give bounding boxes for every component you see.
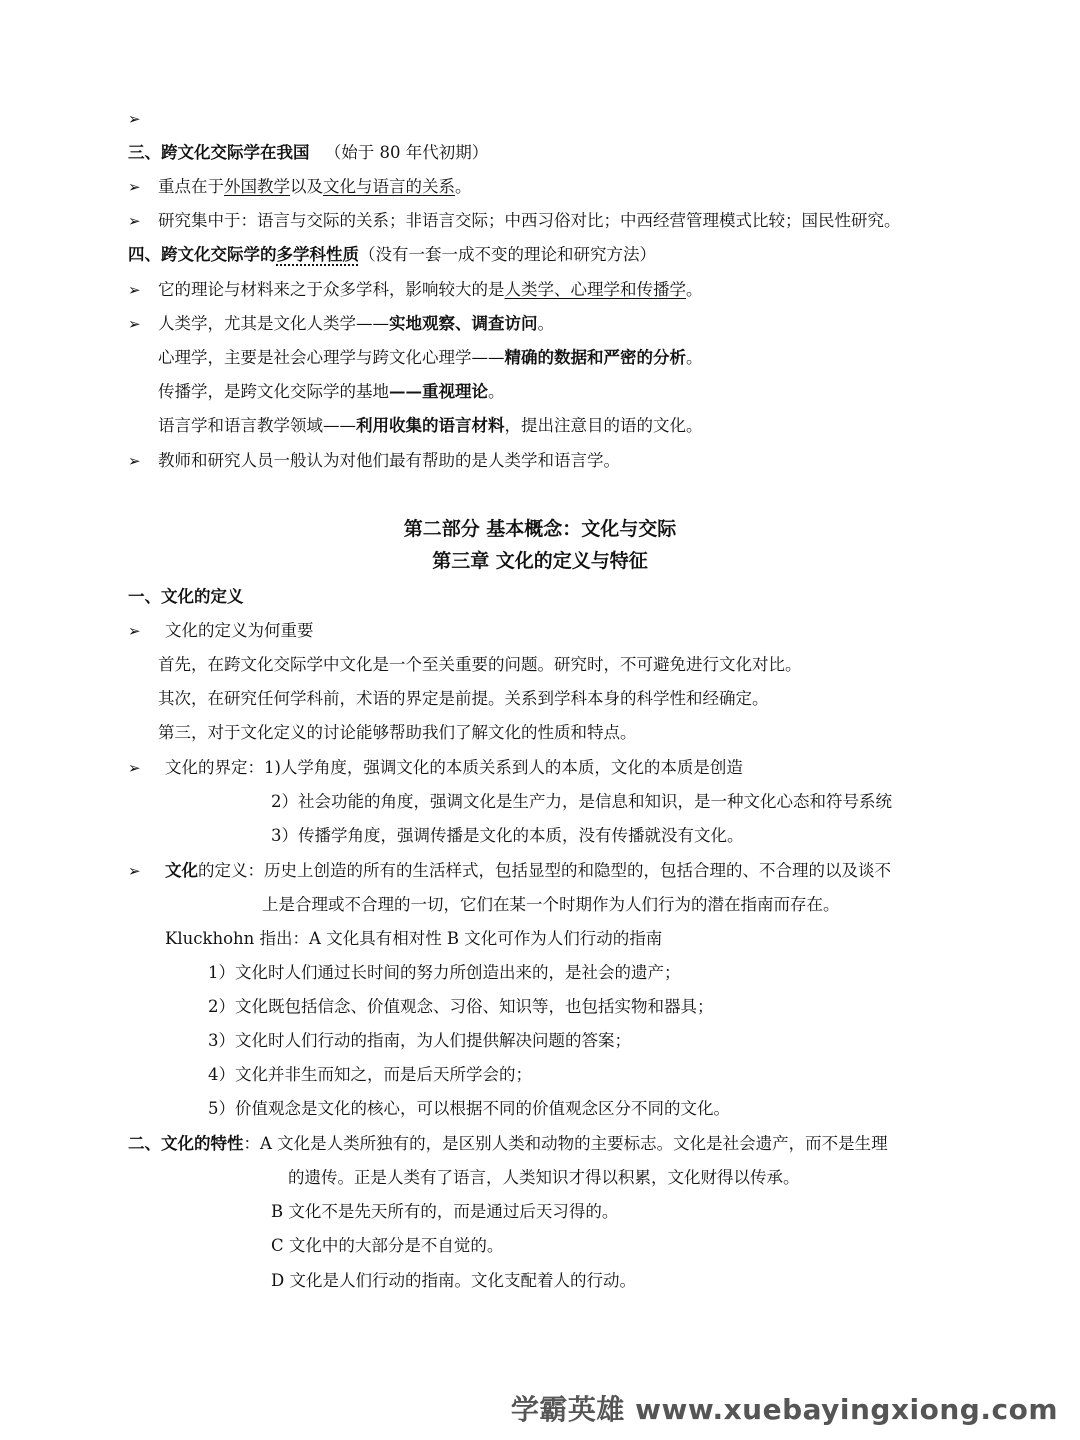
section-4-point-1: 它的理论与材料来之于众多学科，影响较大的是人类学、心理学和传播学。 (158, 280, 703, 299)
section-4-point-last: 教师和研究人员一般认为对他们最有帮助的是人类学和语言学。 (158, 451, 620, 470)
bullet-icon: ➢ (128, 862, 141, 880)
bullet-icon: ➢ (128, 759, 141, 777)
traits-line-b: B 文化不是先天所有的，而是通过后天习得的。 (271, 1202, 619, 1221)
section-4-communication: 传播学，是跨文化交际学的基地——重视理论。 (158, 382, 505, 401)
section-4-psychology: 心理学，主要是社会心理学与跨文化心理学——精确的数据和严密的分析。 (158, 348, 703, 367)
kluckhohn-line: Kluckhohn 指出：A 文化具有相对性 B 文化可作为人们行动的指南 (165, 929, 663, 948)
bullet-icon: ➢ (128, 622, 141, 640)
chapter-title: 第三章 文化的定义与特征 (432, 550, 648, 572)
kluckhohn-point-4: 4）文化并非生而知之，而是后天所学会的； (208, 1065, 532, 1084)
definition-bound-1: 文化的界定：1)人学角度，强调文化的本质关系到人的本质，文化的本质是创造 (165, 758, 743, 777)
definition-why-3: 第三，对于文化定义的讨论能够帮助我们了解文化的性质和特点。 (158, 723, 637, 742)
bullet-icon: ➢ (128, 110, 141, 128)
section-3-point-1: 重点在于外国教学以及文化与语言的关系。 (158, 177, 472, 196)
bullet-icon: ➢ (128, 212, 141, 230)
section-4-linguistics: 语言学和语言教学领域——利用收集的语言材料，提出注意目的语的文化。 (158, 416, 703, 435)
kluckhohn-point-5: 5）价值观念是文化的核心，可以根据不同的价值观念区分不同的文化。 (208, 1099, 730, 1118)
traits-line-a-cont: 的遗传。正是人类有了语言，人类知识才得以积累，文化财得以传承。 (288, 1168, 800, 1187)
definition-why: 文化的定义为何重要 (165, 621, 314, 640)
section-4-heading: 四、跨文化交际学的多学科性质（没有一套一成不变的理论和研究方法） (128, 245, 656, 264)
section-4-anthropology: 人类学，尤其是文化人类学——实地观察、调查访问。 (158, 314, 554, 333)
watermark: 学霸英雄 www.xuebayingxiong.com (510, 1393, 1058, 1426)
kluckhohn-point-3: 3）文化时人们行动的指南，为人们提供解决问题的答案； (208, 1031, 631, 1050)
bullet-icon: ➢ (128, 452, 141, 470)
definition-bound-3: 3）传播学角度，强调传播是文化的本质，没有传播就没有文化。 (271, 826, 744, 845)
traits-line-c: C 文化中的大部分是不自觉的。 (271, 1236, 504, 1255)
kluckhohn-point-2: 2）文化既包括信念、价值观念、习俗、知识等，也包括实物和器具； (208, 997, 714, 1016)
traits-line-d: D 文化是人们行动的指南。文化支配着人的行动。 (271, 1271, 636, 1290)
definition-heading: 一、文化的定义 (128, 587, 244, 606)
bullet-icon: ➢ (128, 315, 141, 333)
traits-line-a: 二、文化的特性：A 文化是人类所独有的，是区别人类和动物的主要标志。文化是社会遗产，而不是生理 (128, 1134, 888, 1153)
definition-why-2: 其次，在研究任何学科前，术语的界定是前提。关系到学科本身的科学性和经确定。 (158, 689, 769, 708)
definition-statement: 文化的定义：历史上创造的所有的生活样式，包括显型的和隐型的，包括合理的、不合理的以及谈不 (165, 861, 891, 880)
definition-why-1: 首先，在跨文化交际学中文化是一个至关重要的问题。研究时，不可避免进行文化对比。 (158, 655, 802, 674)
definition-statement-cont: 上是合理或不合理的一切，它们在某一个时期作为人们行为的潜在指南而存在。 (262, 895, 840, 914)
section-3-point-2: 研究集中于：语言与交际的关系；非语言交际；中西习俗对比；中西经营管理模式比较；国民性研究。 (158, 211, 901, 230)
bullet-icon: ➢ (128, 281, 141, 299)
bullet-icon: ➢ (128, 178, 141, 196)
kluckhohn-point-1: 1）文化时人们通过长时间的努力所创造出来的，是社会的遗产； (208, 963, 681, 982)
part-title: 第二部分 基本概念：文化与交际 (403, 518, 677, 540)
definition-bound-2: 2）社会功能的角度，强调文化是生产力，是信息和知识，是一种文化心态和符号系统 (271, 792, 892, 811)
section-3-heading: 三、跨文化交际学在我国 （始于 80 年代初期） (128, 143, 489, 162)
